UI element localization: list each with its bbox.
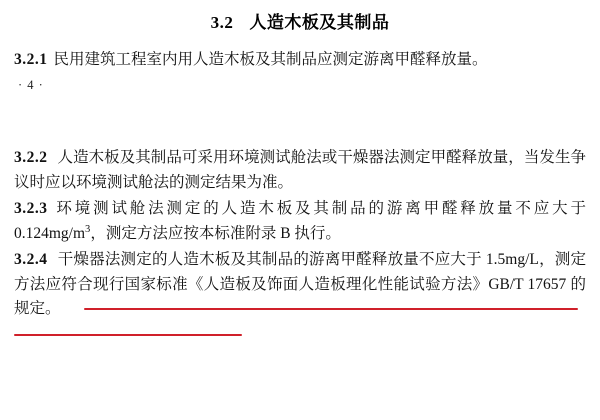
page-marker: · 4 · — [18, 78, 44, 93]
clause-3-2-4 — [14, 248, 586, 321]
clause-3-2-4-number: 3.2.4 — [14, 251, 48, 269]
clause-3-2-2-number: 3.2.2 — [14, 149, 48, 167]
red-underline-annotation-line1 — [84, 308, 578, 310]
clause-3-2-1 — [14, 47, 586, 72]
clause-3-2-1-number: 3.2.1 — [14, 51, 48, 68]
document-page — [0, 8, 600, 420]
section-heading — [14, 8, 586, 33]
page-break-gap — [14, 93, 586, 145]
clause-3-2-1-text: 民用建筑工程室内用人造木板及其制品应测定游离甲醛释放量。 — [53, 51, 488, 68]
clause-3-2-4-text: 干燥器法测定的人造木板及其制品的游离甲醛释放量不应大于 1.5mg/L，测定方法应符合现行国家标准《人造板及饰面人造板理化性能试验方法》GB/T 17657 的规定。 — [14, 251, 586, 318]
clause-3-2-3-superscript: 3 — [85, 223, 91, 235]
clause-3-2-3-line-1: 环境测试舱法测定的人造木板及其制品的游离甲醛释放 — [53, 200, 498, 218]
section-number: 3.2 — [210, 13, 234, 32]
clause-3-2-3-line-2b: ，测定方法应按本标准附录 B 执行。 — [90, 224, 341, 242]
red-underline-annotation-line2 — [14, 334, 242, 336]
clause-3-2-2 — [14, 145, 586, 195]
clause-3-2-3-number: 3.2.3 — [14, 200, 48, 218]
clause-3-2-3 — [14, 197, 586, 246]
section-title-text: 人造木板及其制品 — [249, 13, 390, 32]
clause-3-2-3-line-2a: 量不应大于 0.124mg/m — [14, 200, 586, 242]
clause-3-2-2-text: 人造木板及其制品可采用环境测试舱法或干燥器法测定甲醛释放量，当发生争议时应以环境测试舱法的测定结果为准。 — [14, 149, 586, 192]
